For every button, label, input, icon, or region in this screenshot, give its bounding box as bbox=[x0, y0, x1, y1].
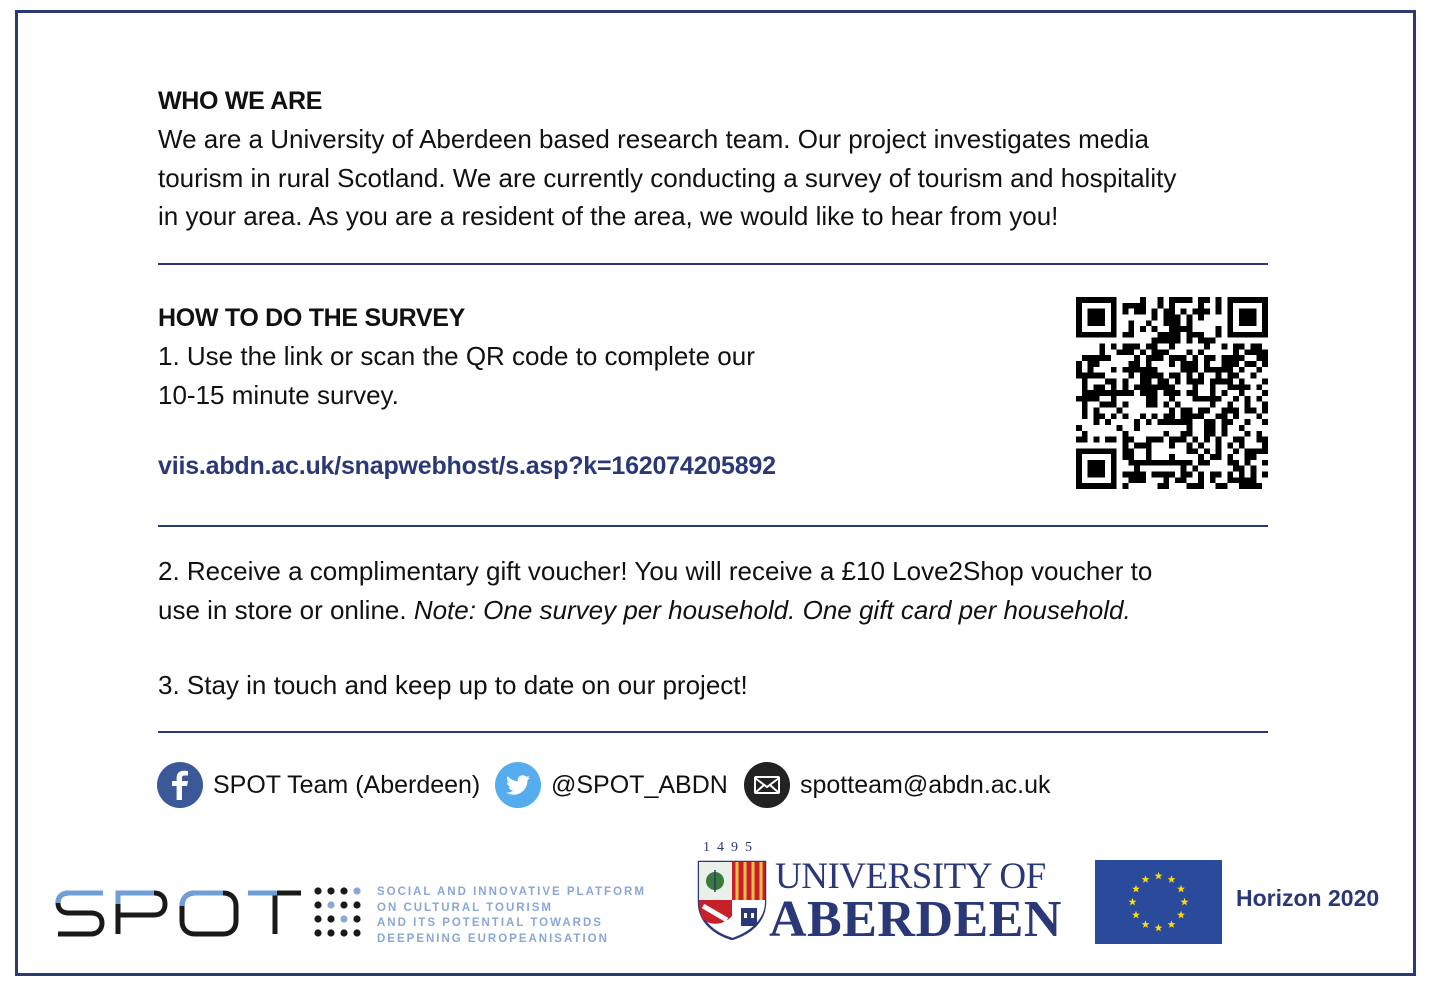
survey-step-1-line-1: 1. Use the link or scan the QR code to complete our bbox=[158, 341, 755, 371]
divider-2 bbox=[158, 525, 1268, 527]
divider-3 bbox=[158, 731, 1268, 733]
eu-star-icon bbox=[1142, 920, 1150, 928]
spot-dot bbox=[314, 901, 321, 908]
eu-star-icon bbox=[1155, 924, 1163, 932]
who-we-are-line-1: We are a University of Aberdeen based research team. Our project investigates media bbox=[158, 124, 1149, 154]
twitter-contact[interactable] bbox=[495, 761, 728, 809]
facebook-icon bbox=[157, 762, 203, 808]
facebook-contact[interactable] bbox=[157, 761, 480, 809]
mail-icon bbox=[744, 762, 790, 808]
eu-star-icon bbox=[1168, 875, 1176, 883]
who-we-are-section bbox=[158, 82, 1176, 236]
survey-step-1-line-2: 10-15 minute survey. bbox=[158, 379, 399, 410]
spot-dot bbox=[353, 929, 360, 936]
survey-heading: HOW TO DO THE SURVEY bbox=[158, 304, 466, 332]
who-we-are-heading: WHO WE ARE bbox=[158, 87, 323, 115]
eu-star-icon bbox=[1181, 898, 1189, 906]
spot-dot bbox=[340, 887, 347, 894]
survey-section bbox=[158, 299, 755, 414]
spot-dot bbox=[340, 915, 347, 922]
horizon-2020-label: Horizon 2020 bbox=[1236, 885, 1380, 911]
spot-dot bbox=[327, 915, 334, 922]
spot-dot bbox=[327, 929, 334, 936]
who-we-are-line-3: in your area. As you are a resident of the area, we would like to hear from you! bbox=[158, 201, 1059, 231]
spot-dot bbox=[314, 887, 321, 894]
qr-code[interactable] bbox=[1076, 297, 1268, 489]
spot-dot bbox=[314, 929, 321, 936]
eu-star-icon bbox=[1132, 911, 1140, 919]
spot-tagline-line: ON CULTURAL TOURISM bbox=[377, 901, 553, 914]
spot-dot bbox=[314, 915, 321, 922]
spot-tagline-line: SOCIAL AND INNOVATIVE PLATFORM bbox=[377, 886, 646, 898]
spot-tagline-line: AND ITS POTENTIAL TOWARDS bbox=[377, 917, 603, 929]
spot-dot bbox=[353, 901, 360, 908]
spot-dot bbox=[353, 887, 360, 894]
spot-dot bbox=[340, 929, 347, 936]
step-3-text: 3. Stay in touch and keep up to date on our project! bbox=[158, 670, 748, 700]
spot-dot-grid bbox=[313, 886, 369, 942]
email-contact[interactable] bbox=[744, 761, 1051, 809]
spot-tagline bbox=[377, 885, 646, 947]
spot-dot bbox=[327, 887, 334, 894]
university-crest-icon bbox=[697, 860, 767, 940]
spot-tagline-line: DEEPENING EUROPEANISATION bbox=[377, 932, 609, 945]
eu-star-icon bbox=[1168, 920, 1176, 928]
spot-dot bbox=[327, 901, 334, 908]
eu-star-icon bbox=[1142, 875, 1150, 883]
eu-flag-icon bbox=[1095, 860, 1222, 944]
university-name-line-1: UNIVERSITY OF bbox=[775, 856, 1046, 897]
university-year: 1495 bbox=[703, 840, 759, 855]
spot-wordmark bbox=[55, 884, 305, 944]
divider-1 bbox=[158, 263, 1268, 265]
spot-dot bbox=[353, 915, 360, 922]
eu-star-icon bbox=[1129, 898, 1137, 906]
step-2-note: Note: One survey per household. One gift card per household. bbox=[413, 594, 1131, 625]
eu-star-icon bbox=[1132, 885, 1140, 893]
spot-dot bbox=[340, 901, 347, 908]
step-2-plain: use in store or online. bbox=[158, 594, 414, 625]
facebook-contact-text: SPOT Team (Aberdeen) bbox=[213, 770, 481, 799]
step-2-line-2 bbox=[158, 591, 1152, 630]
eu-star-icon bbox=[1177, 911, 1185, 919]
university-name-line-2: ABERDEEN bbox=[769, 891, 1062, 948]
eu-star-icon bbox=[1155, 872, 1163, 880]
twitter-contact-text: @SPOT_ABDN bbox=[551, 770, 728, 799]
who-we-are-line-2: tourism in rural Scotland. We are currently conducting a survey of tourism and hospitality bbox=[158, 162, 1177, 193]
step-2-line-1: 2. Receive a complimentary gift voucher! You will receive a £10 Love2Shop voucher to bbox=[158, 556, 1153, 586]
step-2-section bbox=[158, 552, 1152, 629]
eu-star-icon bbox=[1177, 885, 1185, 893]
survey-link[interactable]: viis.abdn.ac.uk/snapwebhost/s.asp?k=162074205892 bbox=[158, 452, 776, 480]
twitter-icon bbox=[495, 762, 541, 808]
email-contact-text: spotteam@abdn.ac.uk bbox=[800, 770, 1051, 799]
